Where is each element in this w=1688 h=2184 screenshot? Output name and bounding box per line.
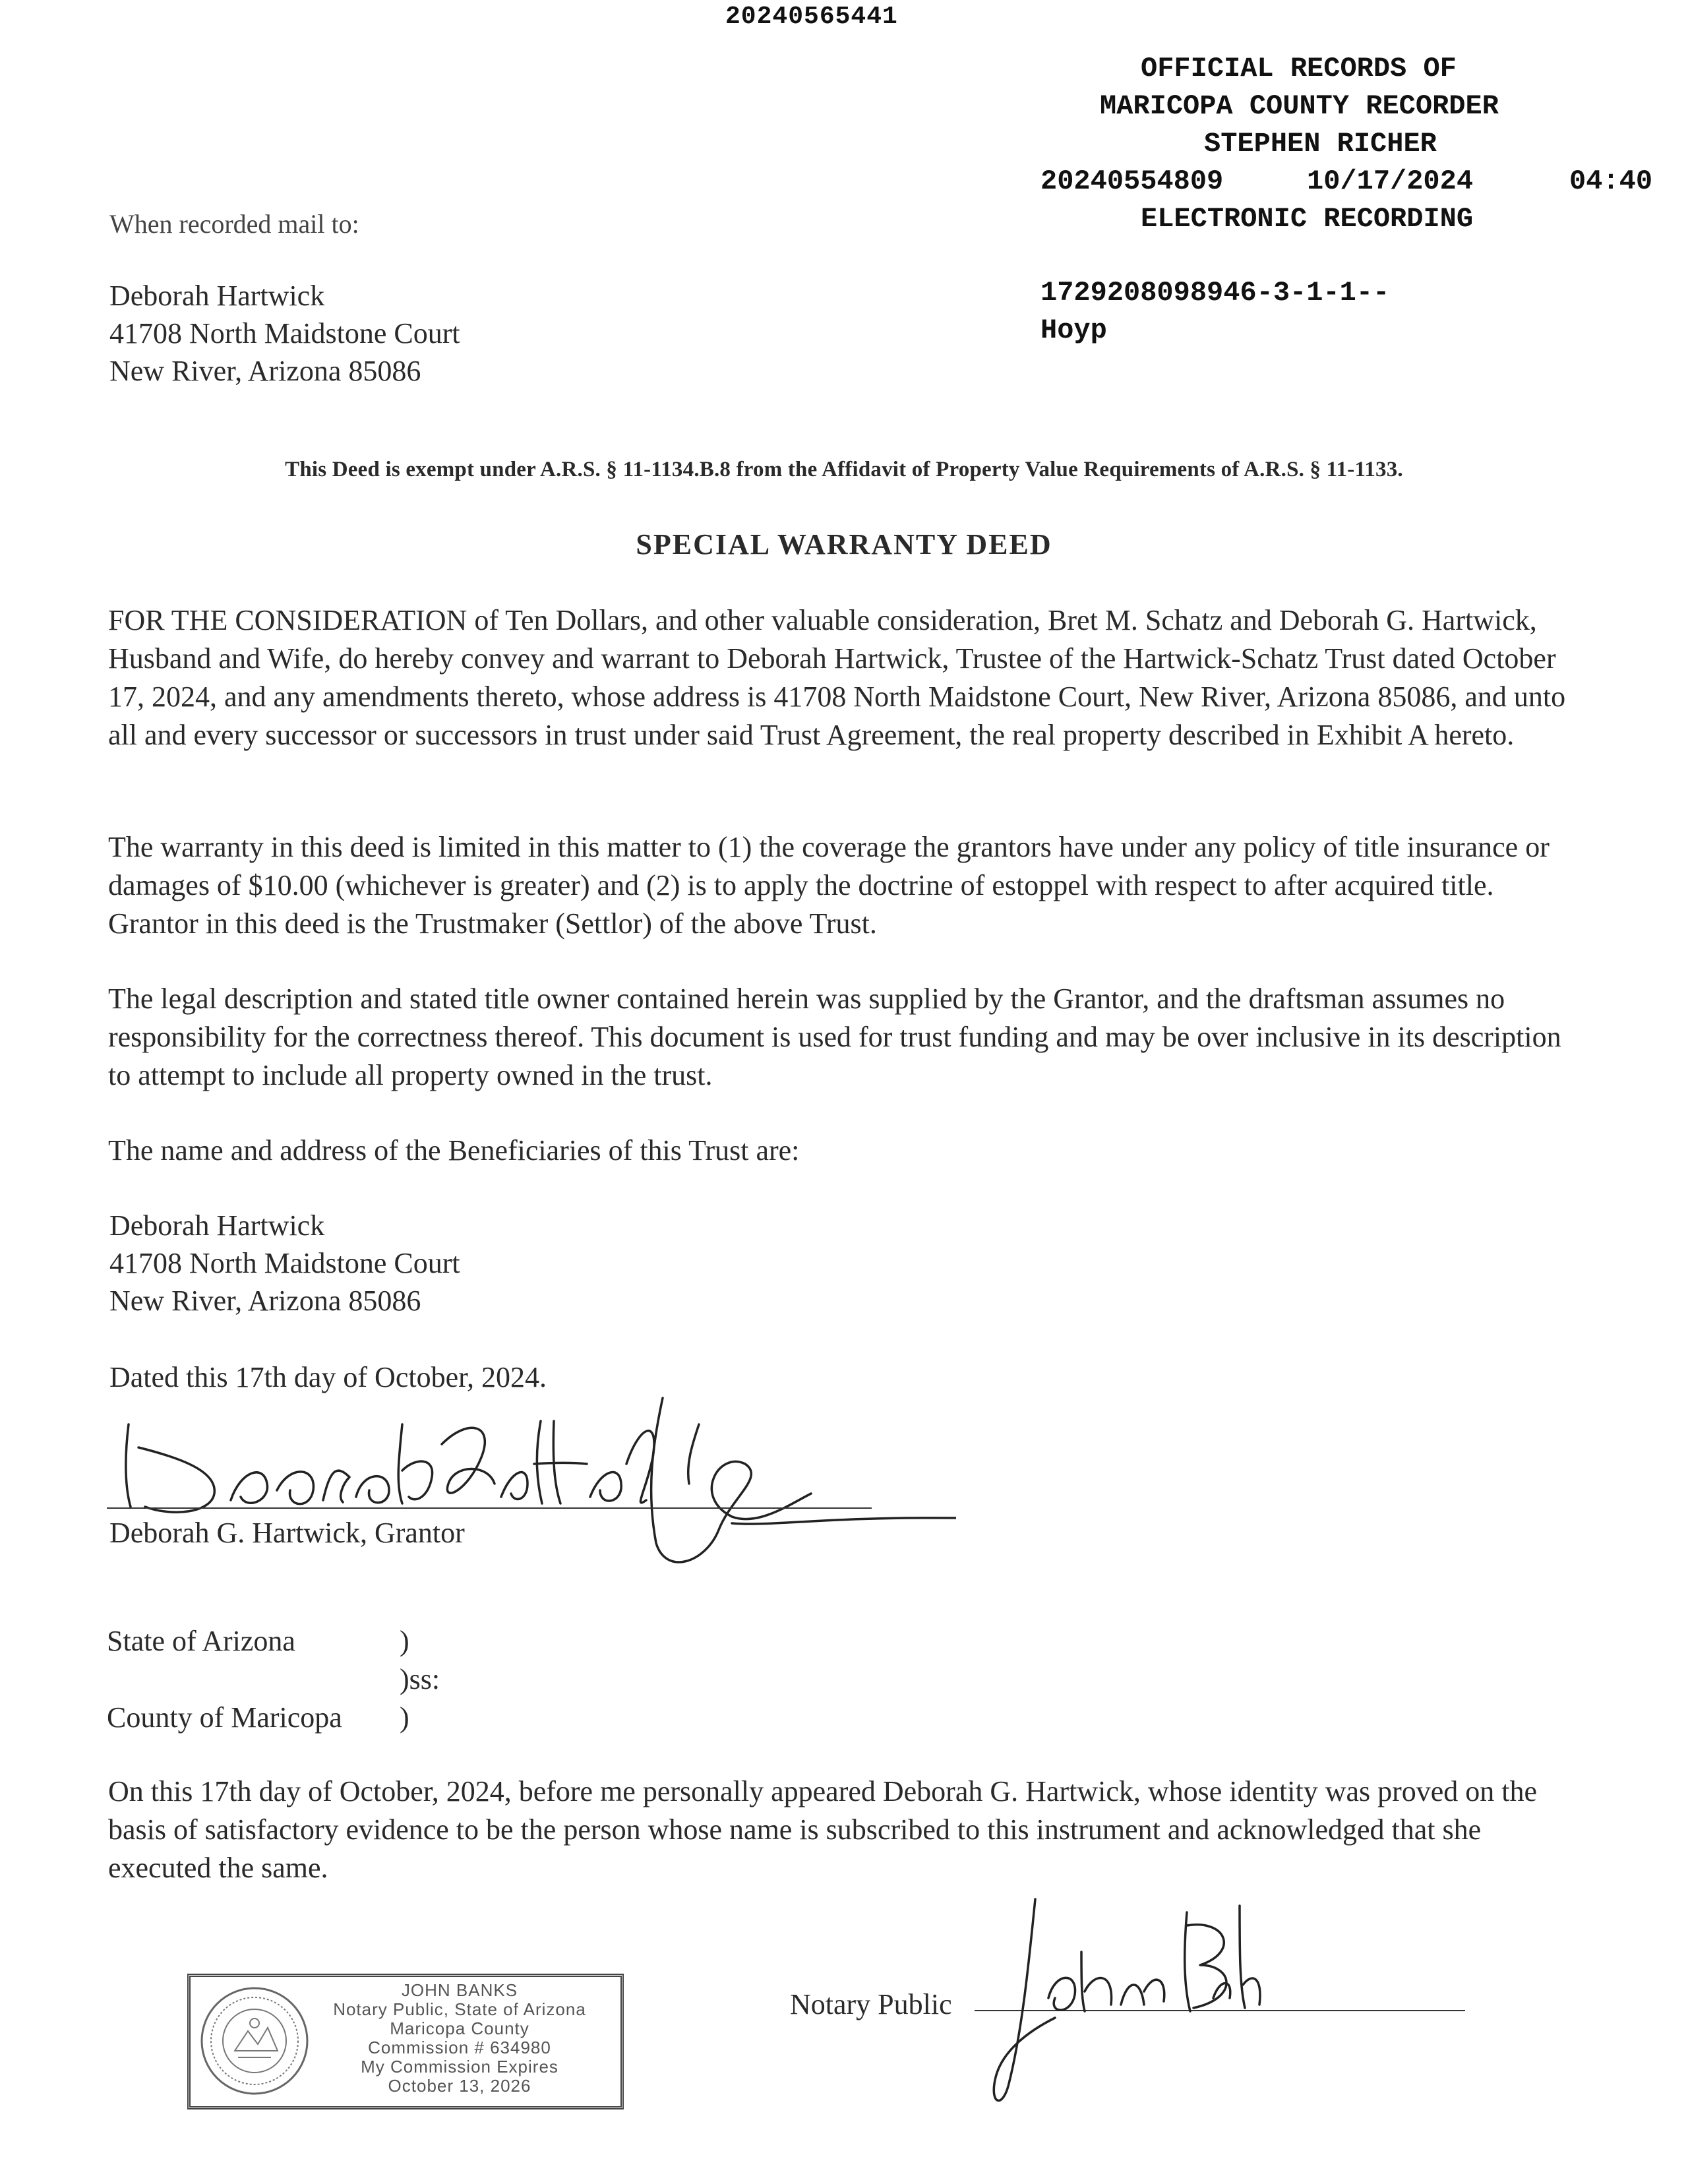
beneficiary-city: New River, Arizona 85086	[109, 1285, 421, 1317]
recording-line-5: ELECTRONIC RECORDING	[1141, 203, 1474, 235]
notary-stamp-line2: Notary Public, State of Arizona	[333, 1999, 586, 2019]
notary-stamp-line5: My Commission Expires	[361, 2057, 558, 2077]
recording-time: 04:40	[1569, 166, 1653, 197]
exemption-statement: This Deed is exempt under A.R.S. § 11-1134.B.8 from the Affidavit of Property Value Requirements of A.R.S. § 11-1133.	[285, 458, 1403, 481]
document-number: 20240565441	[725, 3, 898, 31]
venue-state: State of Arizona	[107, 1625, 295, 1657]
deed-title: SPECIAL WARRANTY DEED	[636, 528, 1052, 561]
beneficiary-name: Deborah Hartwick	[109, 1209, 325, 1242]
mail-to-city: New River, Arizona 85086	[109, 355, 421, 387]
notary-signature	[950, 1886, 1266, 2123]
beneficiaries-intro: The name and address of the Beneficiaries of this Trust are:	[108, 1134, 800, 1167]
arizona-state-seal-icon	[198, 1985, 311, 2097]
legal-paragraph: The legal description and stated title owner contained herein was supplied by the Grantor, and the draftsman assumes no responsibility for the correctness thereof. This document is used for trust funding and may be over inclusive in its description to attempt to include all property owned in the trust.	[108, 983, 1561, 1091]
recording-date: 10/17/2024	[1307, 166, 1474, 197]
venue-county: County of Maricopa	[107, 1701, 342, 1734]
notary-stamp	[187, 1974, 624, 2109]
recording-clerk: Hoyp	[1040, 315, 1107, 346]
venue-paren-2: )	[400, 1701, 409, 1734]
recording-line-2: MARICOPA COUNTY RECORDER	[1100, 90, 1499, 122]
venue-paren-1: )	[400, 1625, 409, 1657]
mail-to-label: When recorded mail to:	[109, 209, 359, 239]
recording-fee-number: 20240554809	[1040, 166, 1224, 197]
recording-line-3: STEPHEN RICHER	[1204, 128, 1437, 160]
mail-to-name: Deborah Hartwick	[109, 280, 325, 312]
dated-line: Dated this 17th day of October, 2024.	[109, 1361, 547, 1393]
recording-line-1: OFFICIAL RECORDS OF	[1141, 53, 1457, 84]
notary-stamp-line4: Commission # 634980	[368, 2038, 551, 2057]
mail-to-street: 41708 North Maidstone Court	[109, 317, 460, 349]
grantor-signature-line	[107, 1507, 872, 1509]
beneficiary-street: 41708 North Maidstone Court	[109, 1247, 460, 1279]
notary-caption: Notary Public	[790, 1988, 952, 2020]
acknowledgment-paragraph: On this 17th day of October, 2024, before me personally appeared Deborah G. Hartwick, whose identity was proved on the basis of satisfactory evidence to be the person whose name is subscribed to this instrument and acknowledged that she executed the same.	[108, 1775, 1538, 1884]
notary-stamp-line3: Maricopa County	[390, 2018, 529, 2038]
grantor-signature	[99, 1385, 956, 1583]
consideration-paragraph: FOR THE CONSIDERATION of Ten Dollars, and other valuable consideration, Bret M. Schatz and Deborah G. Hartwick, Husband and Wife, do hereby convey and warrant to Deborah Hartwick, Trustee of the Hartwick-Schatz Trust dated October 17, 2024, and any amendments thereto, whose address is 41708 North Maidstone Court, New River, Arizona 85086, and unto all and every successor or successors in trust under said Trust Agreement, the real property described in Exhibit A hereto.	[108, 604, 1566, 751]
recording-reference: 1729208098946-3-1-1--	[1040, 277, 1390, 309]
notary-stamp-name: JOHN BANKS	[401, 1980, 518, 2000]
notary-stamp-line6: October 13, 2026	[388, 2076, 531, 2096]
venue-ss: )ss:	[400, 1663, 440, 1695]
warranty-paragraph: The warranty in this deed is limited in this matter to (1) the coverage the grantors have under any policy of title insurance or damages of $10.00 (whichever is greater) and (2) is to apply the doctrine of estoppel with respect to after acquired title. Grantor in this deed is the Trustmaker (Settlor) of the above Trust.	[108, 831, 1550, 940]
grantor-caption: Deborah G. Hartwick, Grantor	[109, 1517, 465, 1549]
notary-stamp-text	[308, 1981, 611, 2096]
